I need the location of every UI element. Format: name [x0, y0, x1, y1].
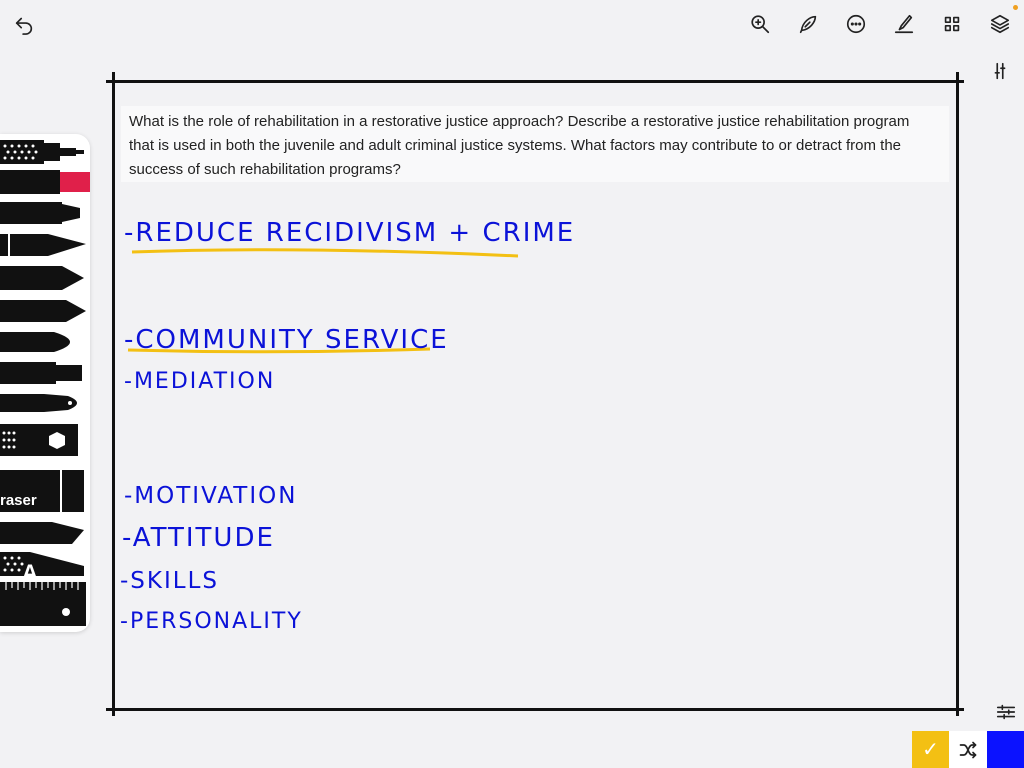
- tool-ruler[interactable]: [0, 582, 86, 626]
- note-motivation: -MOTIVATION: [124, 483, 298, 509]
- tool-brush-pen[interactable]: [0, 234, 86, 256]
- tool-palette[interactable]: [0, 134, 90, 632]
- highlight-underline-1: [132, 250, 518, 256]
- tool-marker[interactable]: [0, 202, 80, 224]
- shuffle-icon: [958, 740, 978, 760]
- color-swatch-yellow[interactable]: [912, 731, 949, 768]
- shuffle-colors-button[interactable]: [949, 731, 987, 768]
- tool-technical-pen-selected[interactable]: [0, 170, 90, 194]
- tool-text-shapes[interactable]: [0, 424, 78, 456]
- tool-watercolor-brush[interactable]: [0, 332, 70, 352]
- note-skills: -SKILLS: [120, 568, 219, 594]
- color-swatch-blue[interactable]: [987, 731, 1024, 768]
- note-attitude: -ATTITUDE: [122, 523, 275, 553]
- tool-smudge[interactable]: [0, 522, 84, 544]
- note-mediation: -MEDIATION: [124, 369, 276, 394]
- question-line-2: that is used in both the juvenile and adult criminal justice systems. What factors may contribute to or detract from the: [129, 137, 902, 154]
- tool-fountain-pen[interactable]: [0, 394, 77, 412]
- note-reduce-recidivism: -REDUCE RECIDIVISM + CRIME: [124, 218, 576, 248]
- tool-pencil[interactable]: [0, 300, 86, 322]
- note-community-service: -COMMUNITY SERVICE: [124, 325, 449, 355]
- check-icon: ✓: [922, 739, 939, 761]
- tool-fineliner[interactable]: [0, 140, 84, 164]
- question-line-3: success of such rehabilitation programs?: [129, 161, 401, 178]
- note-personality: -PERSONALITY: [120, 609, 303, 634]
- text-tool-label: A: [22, 560, 38, 585]
- question-line-1: What is the role of rehabilitation in a restorative justice approach? Describe a restorative justice rehabilitation program: [129, 113, 910, 130]
- tool-highlighter[interactable]: [0, 362, 82, 384]
- eraser-label: raser: [0, 492, 37, 509]
- tool-crayon[interactable]: [0, 266, 84, 290]
- tool-lasso[interactable]: [0, 552, 84, 576]
